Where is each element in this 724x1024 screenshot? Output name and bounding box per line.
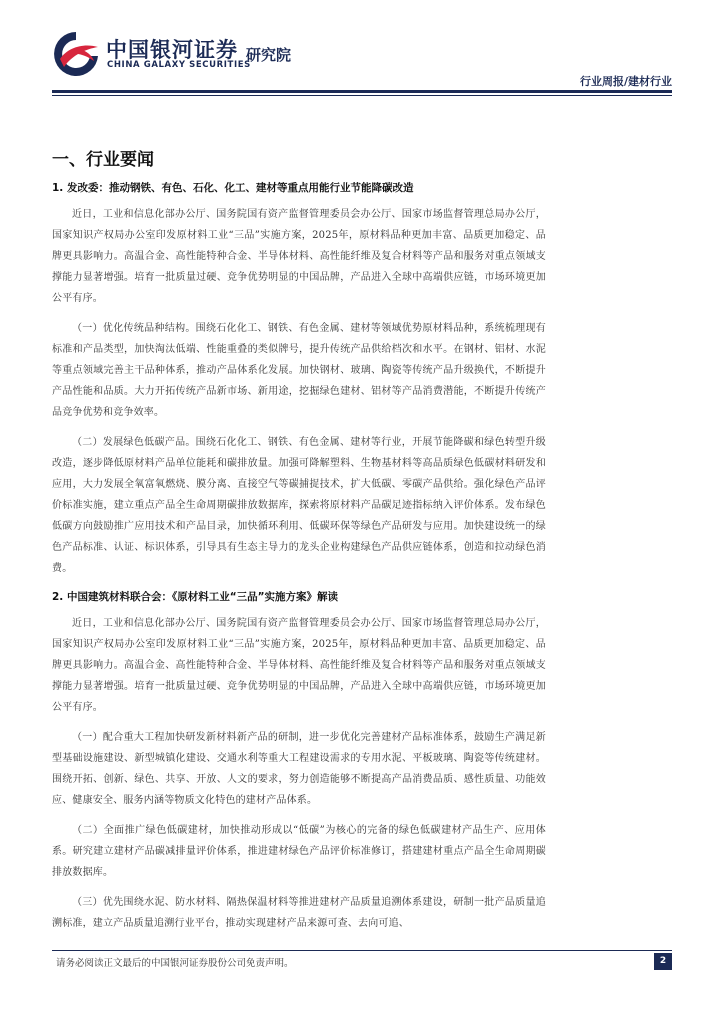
news-1-paragraph: 近日，工业和信息化部办公厅、国务院国有资产监督管理委员会办公厅、国家市场监督管理总局办公厅，国家知识产权局办公室印发原材料工业“三品”实施方案，2025年，原材料品种更加丰富、品质更加稳定、品牌更具影响力。高温合金、高性能特种合金、半导体材料、高性能纤维及复合材料等产品和服务对重点领域支撑能力显著增强。培育一批质量过硬、竞争优势明显的中国品牌，产品进入全球中高端供应链，市场环境更加公平有序。 — [52, 209, 546, 304]
main-content — [52, 145, 546, 943]
disclaimer-note: 请务必阅读正文最后的中国银河证券股份公司免责声明。 — [56, 958, 294, 969]
page-number: 2 — [654, 953, 672, 970]
header-divider — [52, 90, 672, 93]
document-type: 行业周报/建材行业 — [579, 75, 672, 88]
footer-divider — [52, 950, 672, 951]
news-1-paragraph: （一）优化传统品种结构。围绕石化化工、钢铁、有色金属、建材等领域优势原材料品种，系统梳理现有标准和产品类型，加快淘汰低端、性能重叠的类似牌号，提升传统产品供给档次和水平。在钢材、铝材、水泥等重点领域完善主干品种体系，推动产品体系化发展。加快钢材、玻璃、陶瓷等传统产品升级换代，不断提升产品性能和品质。大力开拓传统产品新市场、新用途，挖掘绿色建材、铝材等产品消费潜能，不断提升传统产品竞争优势和竞争效率。 — [52, 323, 546, 418]
news-2-paragraph: 近日，工业和信息化部办公厅、国务院国有资产监督管理委员会办公厅、国家市场监督管理总局办公厅，国家知识产权局办公室印发原材料工业“三品”实施方案，2025年，原材料品种更加丰富、品质更加稳定、品牌更具影响力。高温合金、高性能特种合金、半导体材料、高性能纤维及复合材料等产品和服务对重点领域支撑能力显著增强。培育一批质量过硬、竞争优势明显的中国品牌，产品进入全球中高端供应链，市场环境更加公平有序。 — [52, 618, 546, 713]
galaxy-logo-icon — [50, 29, 102, 77]
news-2-paragraph: （二）全面推广绿色低碳建材，加快推动形成以“低碳”为核心的完备的绿色低碳建材产品生产、应用体系。研究建立建材产品碳减排量评价体系，推进建材绿色产品评价标准修订，搭建建材重点产品全生命周期碳排放数据库。 — [52, 825, 546, 878]
news-heading-2: 2. 中国建筑材料联合会：《原材料工业“三品”实施方案》解读 — [52, 591, 339, 603]
section-title: 一、行业要闻 — [52, 150, 154, 170]
news-2-paragraph: （一）配合重大工程加快研发新材料新产品的研制，进一步优化完善建材产品标准体系，鼓励生产满足新型基础设施建设、新型城镇化建设、交通水利等重大工程建设需求的专用水泥、平板玻璃、陶瓷等传统建材。围绕开拓、创新、绿色、共享、开放、人文的要求，努力创造能够不断提高产品消费品质、感性质量、功能效应、健康安全、服务内涵等物质文化特色的建材产品体系。 — [52, 732, 546, 806]
brand-name-en: CHINA GALAXY SECURITIES — [107, 60, 251, 70]
news-2-paragraph: （三）优先围绕水泥、防水材料、隔热保温材料等推进建材产品质量追溯体系建设，研制一批产品质量追溯标准，建立产品质量追溯行业平台，推动实现建材产品来源可查、去向可追、 — [52, 897, 546, 929]
brand-name-cn: 中国银河证券 — [106, 38, 238, 62]
institute-label: 研究院 — [246, 46, 292, 64]
news-heading-1: 1. 发改委：推动钢铁、有色、石化、化工、建材等重点用能行业节能降碳改造 — [52, 182, 414, 194]
news-1-paragraph: （二）发展绿色低碳产品。围绕石化化工、钢铁、有色金属、建材等行业，开展节能降碳和绿色转型升级改造，逐步降低原材料产品单位能耗和碳排放量。加强可降解塑料、生物基材料等高品质绿色低碳材料研发和应用，大力发展全氧富氧燃烧、膜分离、直接空气等碳捕捉技术，扩大低碳、零碳产品供给。强化绿色产品评价标准实施，建立重点产品全生命周期碳排放数据库，探索将原材料产品碳足迹指标纳入评价体系。发布绿色低碳方向鼓励推广应用技术和产品目录，加快循环利用、低碳环保等绿色产品研发与应用。加快建设统一的绿色产品标准、认证、标识体系，引导具有生态主导力的龙头企业构建绿色产品供应链体系，创造和拉动绿色消费。 — [52, 437, 546, 574]
header-divider-thin — [52, 95, 672, 96]
